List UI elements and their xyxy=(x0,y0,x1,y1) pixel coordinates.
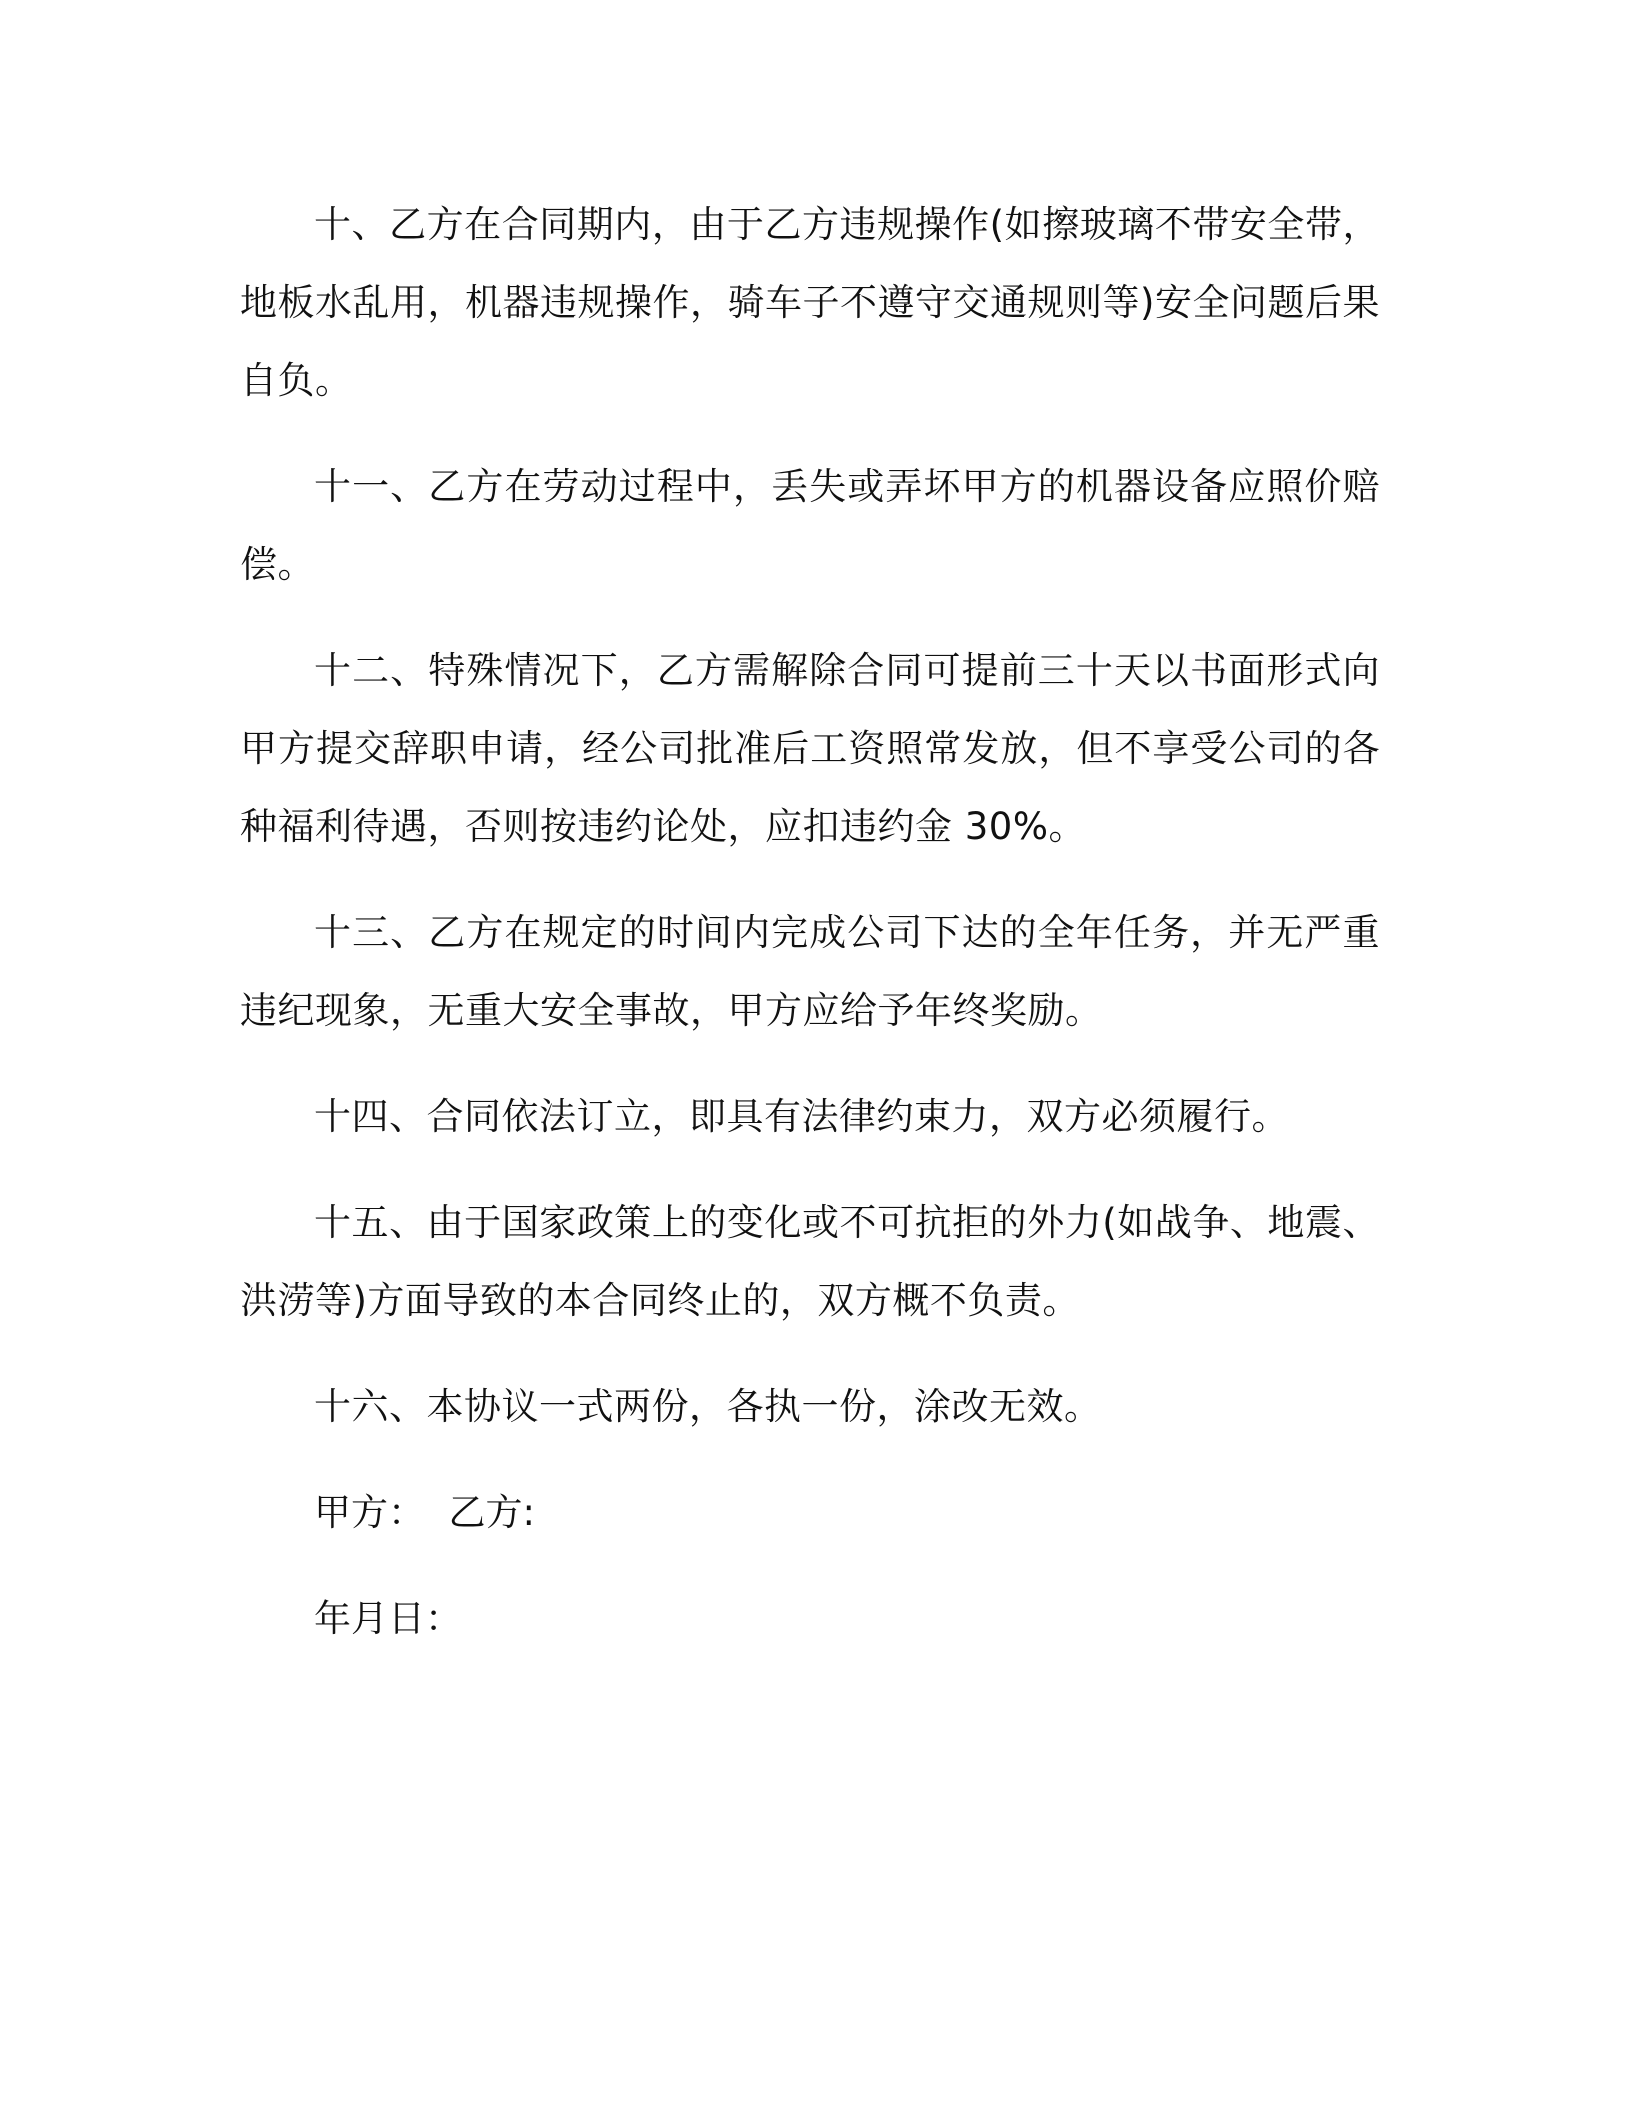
clause-10: 十、乙方在合同期内，由于乙方违规操作(如擦玻璃不带安全带，地板水乱用，机器违规操作，骑车子不遵守交通规则等)安全问题后果自负。 xyxy=(240,203,1380,402)
clause-11: 十一、乙方在劳动过程中，丢失或弄坏甲方的机器设备应照价赔偿。 xyxy=(240,465,1380,586)
clause-16: 十六、本协议一式两份，各执一份，涂改无效。 xyxy=(314,1385,1102,1428)
clause-14: 十四、合同依法订立，即具有法律约束力，双方必须履行。 xyxy=(314,1095,1289,1138)
clause-13: 十三、乙方在规定的时间内完成公司下达的全年任务，并无严重违纪现象，无重大安全事故，甲方应给予年终奖励。 xyxy=(240,911,1380,1032)
contract-body xyxy=(240,186,1380,1686)
clause-15: 十五、由于国家政策上的变化或不可抗拒的外力(如战争、地震、洪涝等)方面导致的本合同终止的，双方概不负责。 xyxy=(240,1201,1380,1322)
date-line: 年月日： xyxy=(314,1597,462,1640)
signature-line: 甲方： 乙方: xyxy=(314,1491,535,1534)
clause-12: 十二、特殊情况下，乙方需解除合同可提前三十天以书面形式向甲方提交辞职申请，经公司批准后工资照常发放，但不享受公司的各种福利待遇，否则按违约论处，应扣违约金 30%。 xyxy=(240,649,1380,848)
